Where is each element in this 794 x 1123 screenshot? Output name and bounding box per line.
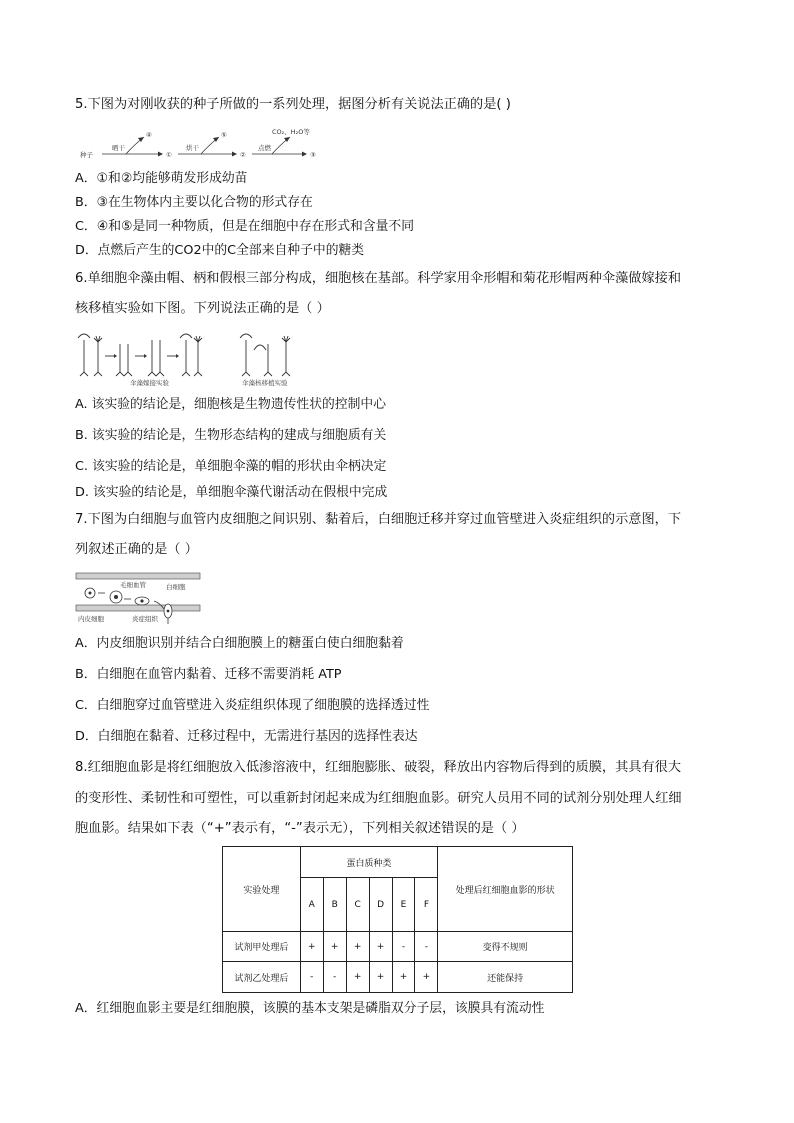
q5-step1-side: ④	[146, 131, 152, 139]
row-treatment: 试剂乙处理后	[223, 962, 301, 993]
q5-step2-label: 烘干	[186, 144, 199, 152]
q5-option-b: B．③在生物体内主要以化合物的形式存在	[75, 195, 313, 210]
q7-label-white-blood-cell: 白细胞	[166, 583, 186, 591]
q5-option-a: A．①和②均能够萌发形成幼苗	[75, 171, 248, 186]
q7-label-capillary: 毛细血管	[120, 581, 146, 589]
q7-option-b: B．白细胞在血管内黏着、迁移不需要消耗 ATP	[75, 667, 342, 682]
protein-d: D	[369, 878, 392, 932]
q7-label-inflamed-tissue: 炎症组织	[132, 615, 158, 623]
q5-step3-result: ③	[310, 151, 316, 159]
protein-a: A	[300, 878, 323, 932]
table-row	[223, 932, 573, 962]
q5-step3-label: 点燃	[258, 144, 271, 152]
q5-option-c: C．④和⑤是同一种物质，但是在细胞中存在形式和含量不同	[75, 219, 415, 234]
q8-stem-line3: 胞血影。结果如下表（“+”表示有，“-”表示无），下列相关叙述错误的是（ ）	[75, 821, 525, 836]
cell-value: -	[300, 962, 323, 993]
q7-stem-line1: 7.下图为白细胞与血管内皮细胞之间识别、黏着后，白细胞迁移并穿过血管壁进入炎症组织的示意图，下	[75, 512, 682, 527]
protein-c: C	[346, 878, 369, 932]
q8-results-table	[222, 846, 573, 993]
q5-stem: 5.下图为对刚收获的种子所做的一系列处理，据图分析有关说法正确的是( )	[75, 97, 511, 112]
q6-caption-grafting: 伞藻嫁接实验	[130, 379, 169, 387]
protein-e: E	[392, 878, 415, 932]
cell-value: -	[392, 932, 415, 962]
q6-option-c: C. 该实验的结论是，单细胞伞藻的帽的形状由伞柄决定	[75, 459, 387, 474]
q5-start-label: 种子	[80, 151, 93, 159]
q6-option-d: D. 该实验的结论是，单细胞伞藻代谢活动在假根中完成	[75, 485, 388, 500]
q7-option-d: D．白细胞在黏着、迁移过程中，无需进行基因的选择性表达	[75, 729, 418, 744]
header-treatment: 实验处理	[223, 847, 301, 932]
q5-step1-label: 晒干	[112, 144, 125, 152]
q6-option-a: A. 该实验的结论是，细胞核是生物遗传性状的控制中心	[75, 397, 386, 412]
q8-option-a: A．红细胞血影主要是红细胞膜，该膜的基本支架是磷脂双分子层，该膜具有流动性	[75, 1001, 545, 1016]
q6-caption-nuclear-transplant: 伞藻核移植实验	[242, 379, 288, 387]
header-shape: 处理后红细胞血影的形状	[438, 847, 573, 932]
q6-stem-line2: 核移植实验如下图。下列说法正确的是（ ）	[75, 301, 330, 316]
row-shape: 还能保持	[438, 962, 573, 993]
protein-f: F	[415, 878, 438, 932]
q6-option-b: B. 该实验的结论是，生物形态结构的建成与细胞质有关	[75, 428, 387, 443]
cell-value: +	[369, 962, 392, 993]
q7-stem-line2: 列叙述正确的是（ ）	[75, 542, 198, 557]
cell-value: +	[369, 932, 392, 962]
protein-b: B	[323, 878, 346, 932]
cell-value: +	[346, 962, 369, 993]
cell-value: +	[300, 932, 323, 962]
row-shape: 变得不规则	[438, 932, 573, 962]
q7-leukocyte-migration-figure	[74, 569, 204, 625]
q8-stem-line1: 8.红细胞血影是将红细胞放入低渗溶液中，红细胞膨胀、破裂，释放出内容物后得到的质膜，其具有很大	[75, 760, 682, 775]
cell-value: +	[323, 932, 346, 962]
q8-stem-line2: 的变形性、柔韧性和可塑性，可以重新封闭起来成为红细胞血影。研究人员用不同的试剂分别处理人红细	[75, 791, 682, 806]
row-treatment: 试剂甲处理后	[223, 932, 301, 962]
q6-stem-line1: 6.单细胞伞藻由帽、柄和假根三部分构成，细胞核在基部。科学家用伞形帽和菊花形帽两种伞藻做嫁接和	[75, 271, 682, 286]
cell-value: +	[392, 962, 415, 993]
q7-label-endothelium: 内皮细胞	[78, 615, 104, 623]
cell-value: -	[323, 962, 346, 993]
q5-step1-result: ①	[166, 151, 172, 159]
q5-step3-side: CO₂、H₂O等	[272, 128, 310, 136]
table-row	[223, 962, 573, 993]
q5-step2-side: ⑤	[221, 131, 227, 139]
cell-value: +	[415, 962, 438, 993]
q7-option-a: A．内皮细胞识别并结合白细胞膜上的糖蛋白使白细胞黏着	[75, 636, 404, 651]
q7-option-c: C．白细胞穿过血管壁进入炎症组织体现了细胞膜的选择透过性	[75, 698, 430, 713]
cell-value: -	[415, 932, 438, 962]
q5-seed-diagram	[76, 125, 336, 161]
q5-option-d: D．点燃后产生的CO2中的C全部来自种子中的糖类	[75, 243, 365, 258]
q6-acetabularia-figure	[74, 330, 304, 388]
header-protein-types: 蛋白质种类	[300, 847, 438, 878]
cell-value: +	[346, 932, 369, 962]
q5-step2-result: ②	[240, 151, 246, 159]
